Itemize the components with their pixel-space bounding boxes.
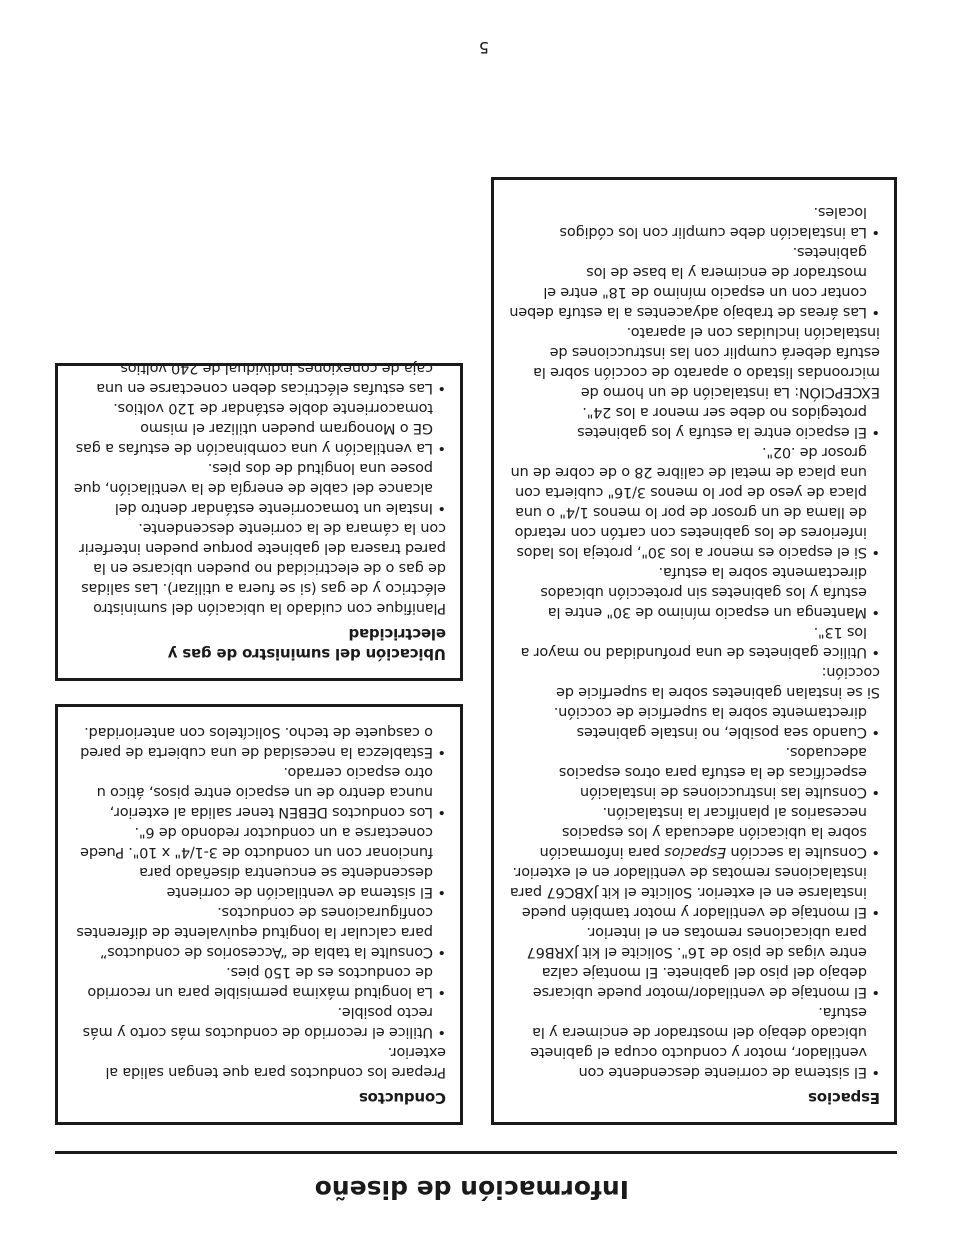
list-item: • Los conductos DEBEN tener salida al exterior, nunca dentro de un espacio entre pisos, ático u otro espacio cerrado.: [72, 762, 446, 822]
consulte-suffix: para información sobre la ubicación adecuada y los espacios necesarios al planificar la instalación.: [539, 804, 867, 860]
consulte-italic: Espacios: [664, 844, 727, 860]
list-item: • Consulte la tabla de “Accesorios de conductos” para calcular la longitud equivalente de diferentes configuraciones de conductos.: [72, 902, 446, 962]
ubicacion-heading: Ubicación del suministro de gas y electricidad: [167, 625, 446, 663]
conductos-intro: Prepare los conductos para que tengan salida al exterior.: [105, 1044, 446, 1080]
espacios-list-c: [508, 402, 880, 662]
list-item: • Si el espacio es menor a los 30", proteja los lados inferiores de los gabinetes con cartón con retardo de llama de un grosor de por lo menos 1/4" o una placa de yeso de por lo menos 3/16" cubierta con una placa de metal de calibre 28 o de cobre de un grosor de .02".: [508, 442, 880, 562]
list-item: • Mantenga un espacio mínimo de 30" entre la estufa y los gabinetes sin protección ubicados directamente sobre la estufa.: [508, 562, 880, 622]
espacios-list-a: [508, 702, 880, 1082]
list-item: • El montaje de ventilador/motor puede ubicarse debajo del piso del gabinete. El montaje calza entre vigas de piso de 16". Solicite el kit JXRB67 para ubicaciones remotas en el interior.: [508, 922, 880, 1002]
ubicacion-intro: Planifique con cuidado la ubicación del suministro eléctrico y de gas (si se fuera a utilizar). Las salidas de gas o de electricidad no pueden ubicarse en la pared trasera del gabinete porque pueden interferir con la cámara de la corriente descendente.: [79, 520, 446, 616]
list-item: • Utilice el recorrido de conductos más corto y más recto posible.: [72, 1002, 446, 1042]
list-item: [508, 802, 880, 862]
list-item: • Las estufas eléctricas deben conectarse en una caja de conexiones individual de 240 voltios.: [72, 358, 446, 398]
list-item: • Consulte las instrucciones de instalación específicas de la estufa para otros espacios adecuados.: [508, 742, 880, 802]
espacios-heading: Espacios: [808, 1089, 880, 1107]
list-item: • El sistema de corriente descendente con ventilador, motor y conducto ocupa el gabinete ubicado debajo del mostrador de encimera y la estufa.: [508, 1002, 880, 1082]
ubicacion-list: [72, 358, 446, 518]
list-item: • Las áreas de trabajo adyacentes a la estufa deben contar con un espacio mínimo de 18" entre el mostrador de encimera y la base de los gabinetes.: [508, 242, 880, 322]
list-item: • El sistema de ventilación de corriente descendente se encuentra diseñado para funcionar con un conducto de 3-1/4" x 10". Puede conectarse a un conductor redondo de 6".: [72, 822, 446, 902]
list-item: • Utilice gabinetes de una profundidad no mayor a los 13".: [508, 622, 880, 662]
exception-paragraph: EXCEPCIÓN: La instalación de un horno de microondas listado o aparato de cocción sobre la estufa deberá cumplir con las instrucciones de instalación incluidas con el aparato.: [533, 324, 880, 400]
list-item: • La instalación debe cumplir con los códigos locales.: [508, 202, 880, 242]
consulte-prefix: Consulte la sección: [726, 844, 867, 860]
list-item: • Instale un tomacorriente estándar dentro del alcance del cable de energía de la ventilación, que posee una longitud de dos pies.: [72, 458, 446, 518]
title-rule: [55, 1151, 897, 1154]
page-title: Información de diseño: [314, 1175, 629, 1204]
conductos-section: [55, 704, 463, 1125]
conductos-list: [72, 722, 446, 1042]
list-item: • La longitud máxima permisible para un recorrido de conductos es de 150 pies.: [72, 962, 446, 1002]
list-item: • Establezca la necesidad de una cubierta de pared o casquete de techo. Solicítelos con anterioridad.: [72, 722, 446, 762]
cooktop-paragraph: Si se instalan gabinetes sobre la superficie de cocción:: [556, 664, 880, 700]
espacios-list-d: [508, 202, 880, 322]
conductos-heading: Conductos: [359, 1089, 446, 1107]
page-number: 5: [478, 38, 489, 57]
list-item: • El espacio entre la estufa y los gabinetes protegidos no debe ser menor a los 24".: [508, 402, 880, 442]
list-item: • El montaje de ventilador y motor también puede instalarse en el exterior. Solicite el kit JXBC67 para instalaciones remotas de ventilador en el exterior.: [508, 862, 880, 922]
espacios-section: [491, 177, 897, 1125]
list-item: • Cuando sea posible, no instale gabinetes directamente sobre la superficie de cocción.: [508, 702, 880, 742]
list-item: • La ventilación y una combinación de estufas a gas GE o Monogram pueden utilizar el mismo tomacorriente doble estándar de 120 voltios.: [72, 398, 446, 458]
ubicacion-section: [55, 360, 463, 681]
